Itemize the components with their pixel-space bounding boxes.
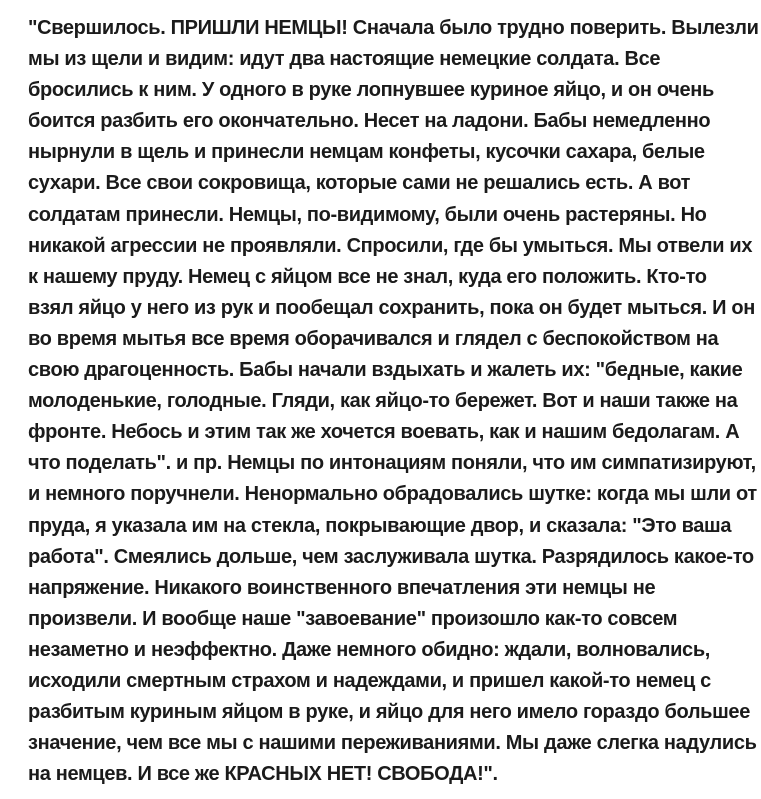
text-line: на немцев. И все же КРАСНЫХ НЕТ! СВОБОДА!". [28,763,498,786]
text-line: молоденькие, голодные. Гляди, как яйцо-то бережет. Вот и наши также на [28,390,738,413]
text-line: боится разбить его окончательно. Несет на ладони. Бабы немедленно [28,110,711,133]
text-line: незаметно и неэффектно. Даже немного обидно: ждали, волновались, [28,638,710,661]
text-line: к нашему пруду. Немец с яйцом все не знал, куда его положить. Кто-то [28,265,707,288]
text-line: напряжение. Никакого воинственного впечатления эти немцы не [28,576,656,599]
text-line: никакой агрессии не проявляли. Спросили, где бы умыться. Мы отвели их [28,234,753,257]
text-line: разбитым куриным яйцом в руке, и яйцо для него имело гораздо большее [28,701,750,724]
text-line: что поделать". и пр. Немцы по интонациям поняли, что им симпатизируют, [28,452,756,475]
text-line: пруда, я указала им на стекла, покрывающие двор, и сказала: "Это ваша [28,514,732,537]
text-line: сухари. Все свои сокровища, которые сами не решались есть. А вот [28,172,691,195]
text-line: бросились к ним. У одного в руке лопнувшее куриное яйцо, и он очень [28,79,714,102]
text-line: "Свершилось. ПРИШЛИ НЕМЦЫ! Сначала было трудно поверить. Вылезли [28,17,759,39]
text-line: произвели. И вообще наше "завоевание" произошло как-то совсем [28,607,678,630]
text-line: и немного поручнели. Ненормально обрадовались шутке: когда мы шли от [28,483,757,506]
text-line: фронте. Небось и этим так же хочется воевать, как и нашим бедолагам. А [28,421,740,444]
text-line: взял яйцо у него из рук и пообещал сохранить, пока он будет мыться. И он [28,296,755,319]
text-line: значение, чем все мы с нашими переживаниями. Мы даже слегка надулись [28,732,757,755]
text-line: нырнули в щель и принесли немцам конфеты, кусочки сахара, белые [28,141,705,164]
text-line: мы из щели и видим: идут два настоящие немецкие солдата. Все [28,48,661,71]
text-line: свою драгоценность. Бабы начали вздыхать и жалеть их: "бедные, какие [28,359,743,382]
text-line: работа". Смеялись дольше, чем заслуживала шутка. Разрядилось какое-то [28,545,754,568]
text-line: во время мытья все время оборачивался и глядел с беспокойством на [28,327,719,350]
text-line: исходили смертным страхом и надеждами, и пришел какой-то немец с [28,669,711,692]
text-line: солдатам принесли. Немцы, по-видимому, были очень растеряны. Но [28,203,707,226]
